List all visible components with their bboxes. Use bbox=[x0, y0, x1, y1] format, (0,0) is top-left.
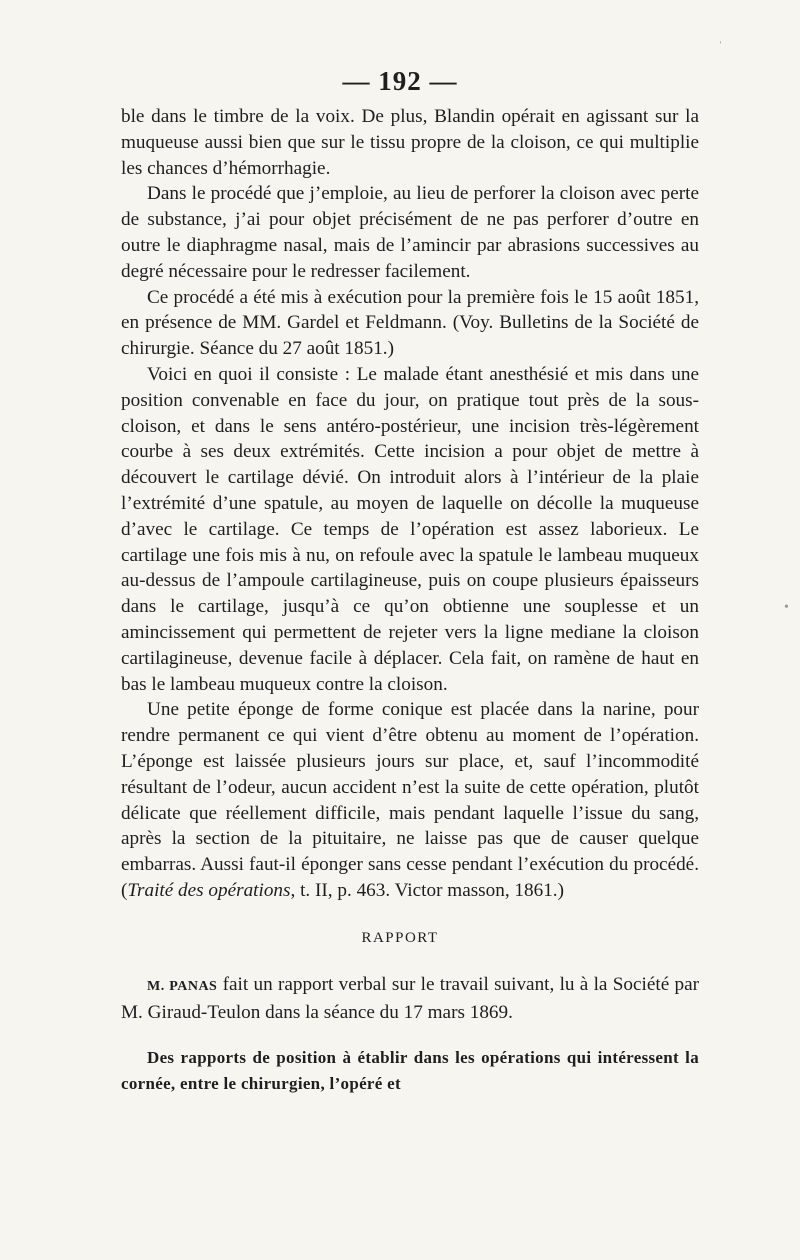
paragraph-3: Ce procédé a été mis à exécution pour la première fois le 15 août 1851, en présence de MM. Gardel et Feldmann. (Voy. Bulletins de la Société de chirurgie. Séance du 27 août 1851.) bbox=[121, 286, 699, 360]
paragraph-4: Voici en quoi il consiste : Le malade étant anesthésié et mis dans une position convenable en face du jour, on pratique tout près de la sous-cloison, et dans le sens antéro-postérieur, une incision très-légèrement courbe à ses deux extrémités. Cette incision a pour objet de mettre à découvert le cartilage dévié. On introduit alors à l’intérieur de la plaie l’extrémité d’une spatule, au moyen de laquelle on décolle la muqueuse d’avec le cartilage. Ce temps de l’opération est assez laborieux. Le cartilage une fois mis à nu, on refoule avec la spatule le lambeau muqueux au-dessus de l’ampoule cartilagineuse, puis on coupe plusieurs épaisseurs dans le cartilage, jusqu’à ce qu’on obtienne une souplesse et un amincissement qui permettent de rejeter vers la ligne mediane la cloison cartilagineuse, devenue facile à déplacer. Cela fait, on ramène de haut en bas le lambeau muqueux contre la cloison. bbox=[121, 363, 699, 695]
scan-speck: • bbox=[784, 600, 789, 615]
citation-prefix: ( bbox=[121, 879, 128, 901]
citation-suffix: , t. II, p. 463. Victor masson, 1861.) bbox=[290, 879, 564, 901]
paragraph-2: Dans le procédé que j’emploie, au lieu de perforer la cloison avec perte de substance, j’ai pour objet précisément de ne pas perforer d’outre en outre le diaphragme nasal, mais de l’amincir par abrasions successives au degré nécessaire pour le redresser facilement. bbox=[121, 183, 699, 282]
report-author: M. PANAS bbox=[147, 979, 218, 994]
page-number: — 192 — bbox=[342, 66, 458, 96]
section-heading: RAPPORT bbox=[361, 930, 439, 946]
paragraph-5 bbox=[121, 697, 699, 903]
body-text bbox=[121, 104, 699, 904]
paragraph-5-text: Une petite éponge de forme conique est placée dans la narine, pour rendre permanent ce qui vient d’être obtenu au moment de l’opération. L’éponge est laissée plusieurs jours sur place, et, sauf l’incommodité résultant de l’odeur, aucun accident n’est la suite de cette opération, plutôt délicate que réellement difficile, mais pendant laquelle l’issue du sang, après la section de la pituitaire, ne laisse pas que de causer quelque embarras. Aussi faut-il éponger sans cesse pendant l’exécution du procédé. bbox=[121, 699, 699, 876]
citation-work: Traité des opérations bbox=[127, 879, 291, 901]
report-text: fait un rapport verbal sur le travail suivant, lu à la Société par M. Giraud-Teulon dans la séance du 17 mars 1869. bbox=[121, 974, 699, 1023]
scan-speck: ˈ bbox=[718, 40, 723, 55]
paragraph-1: ble dans le timbre de la voix. De plus, Blandin opérait en agissant sur la muqueuse aussi bien que sur le tissu propre de la cloison, ce qui multiplie les chances d’hémorrhagie. bbox=[121, 106, 699, 179]
report-paragraph bbox=[121, 972, 699, 1026]
article-title: Des rapports de position à établir dans les opérations qui intéressent la cornée, entre le chirurgien, l’opéré et bbox=[121, 1048, 699, 1093]
